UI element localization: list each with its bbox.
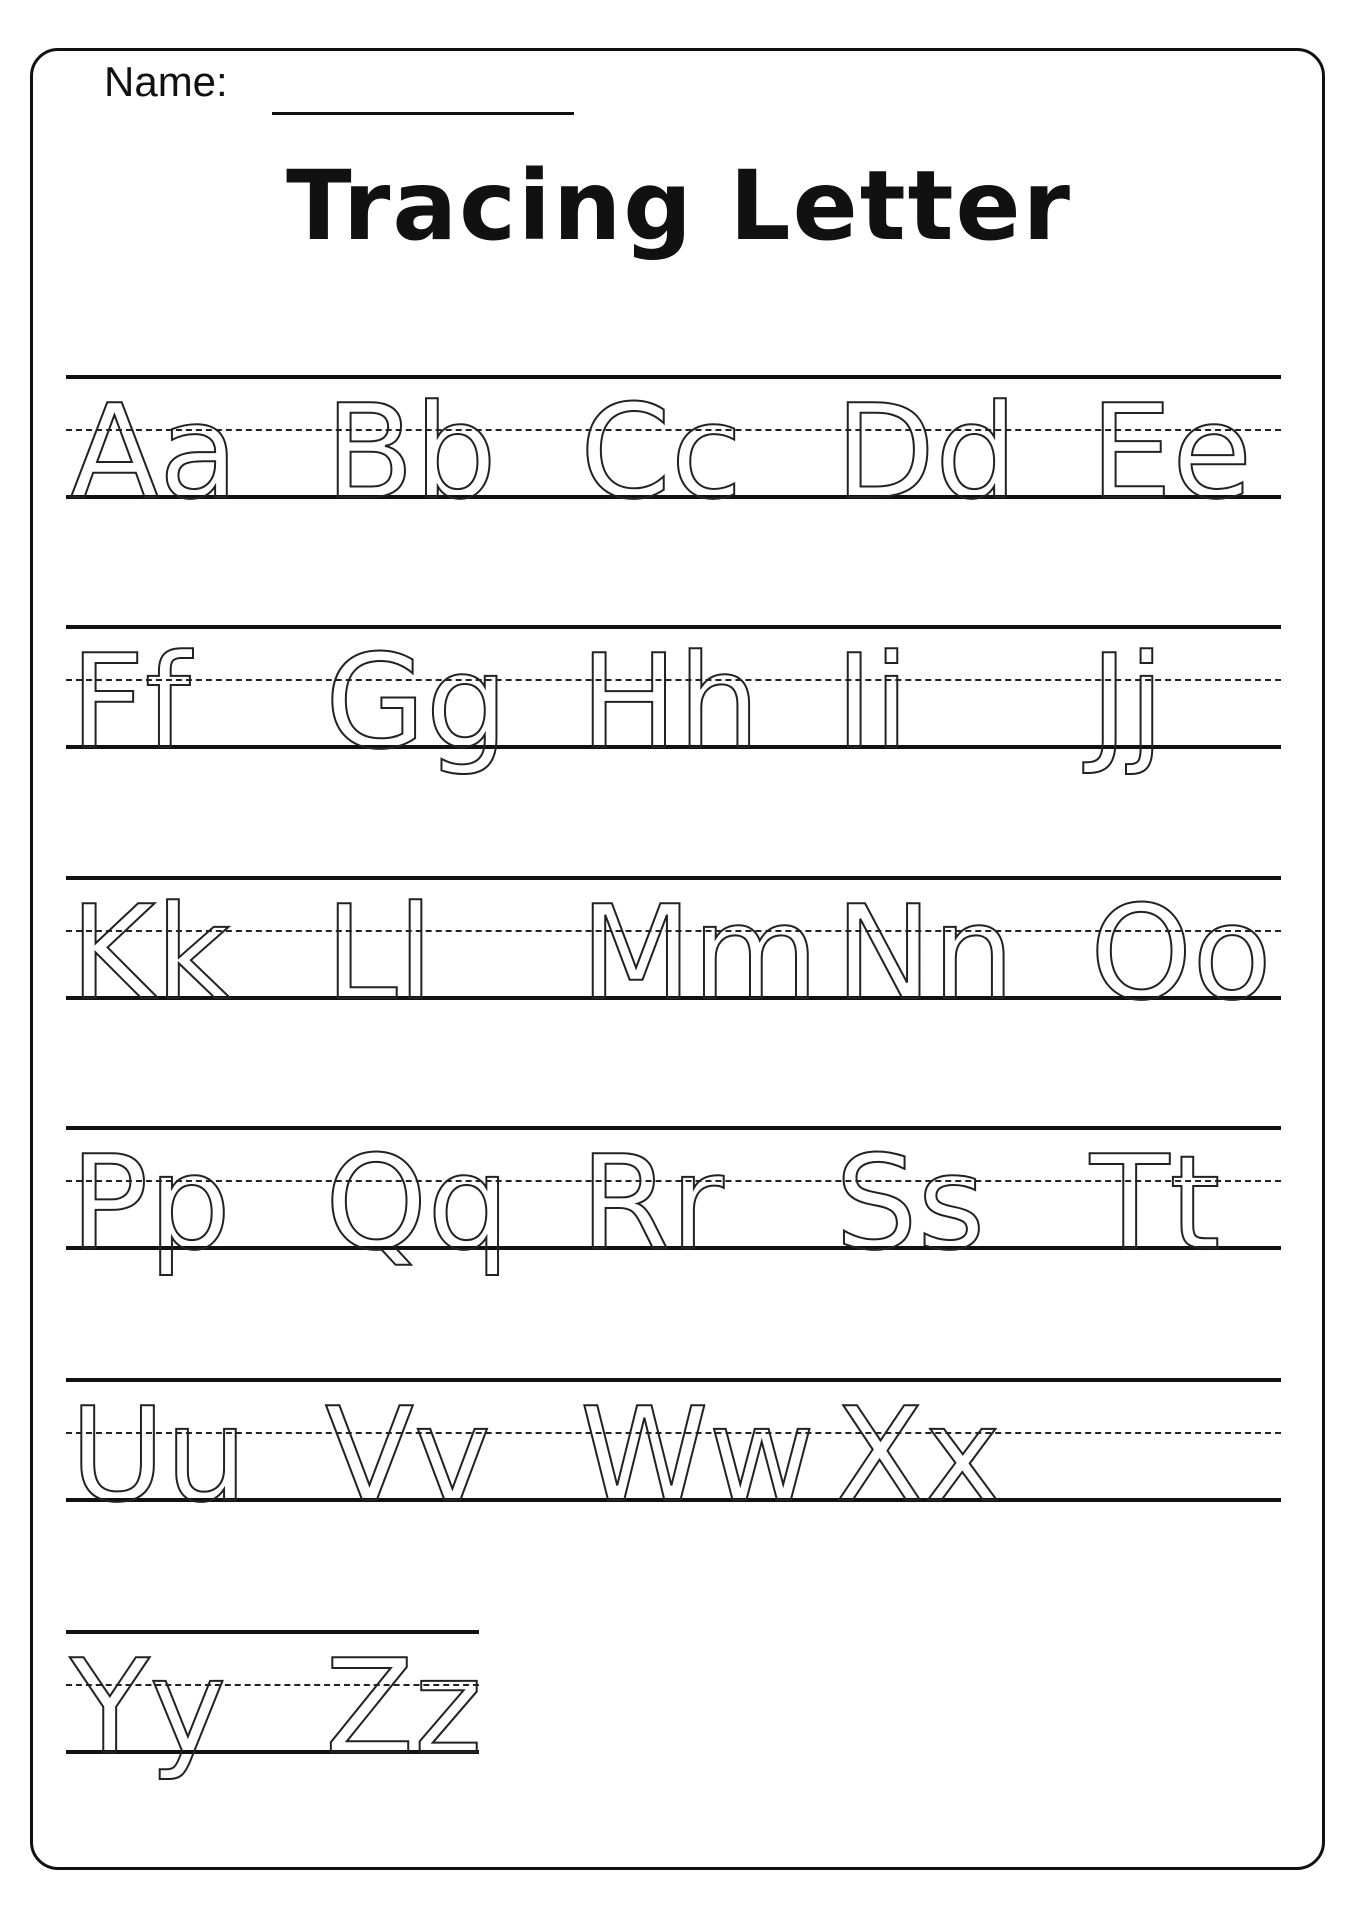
tracing-letters: Gg (325, 626, 509, 778)
tracing-letters: Oo (1090, 877, 1272, 1029)
tracing-row (66, 876, 1281, 1029)
worksheet-title: Tracing Letter (286, 150, 1072, 262)
letter-pair (1090, 1126, 1310, 1279)
tracing-row (66, 1630, 483, 1783)
letter-pair (325, 1378, 545, 1531)
tracing-row (66, 1378, 1281, 1531)
letter-pair (1090, 375, 1310, 528)
letter-pair (70, 625, 290, 778)
tracing-letters: Pp (70, 1127, 231, 1279)
letter-pair (325, 1630, 545, 1783)
tracing-letters: Ww (580, 1379, 815, 1531)
letter-pair (835, 1378, 1055, 1531)
letter-pair (1090, 876, 1310, 1029)
tracing-letters: Aa (70, 376, 239, 528)
letter-pair (580, 1378, 815, 1531)
letter-pair (70, 876, 290, 1029)
tracing-letters: Kk (70, 877, 231, 1029)
letter-pair (325, 375, 545, 528)
letter-pair (580, 876, 819, 1029)
letter-pair (70, 1126, 290, 1279)
tracing-letters: Zz (325, 1631, 483, 1783)
name-blank-line[interactable] (272, 112, 574, 115)
tracing-letters: Ff (70, 626, 191, 778)
tracing-letters: Rr (580, 1127, 724, 1279)
letter-pair (835, 876, 1055, 1029)
tracing-letters: Ii (835, 626, 910, 778)
name-label: Name: (104, 58, 228, 105)
letter-pair (70, 375, 290, 528)
letter-pair (325, 1126, 545, 1279)
tracing-row (66, 625, 1281, 778)
tracing-letters: Jj (1090, 626, 1165, 778)
tracing-letters: Ll (325, 877, 434, 1029)
tracing-row (66, 1126, 1281, 1279)
tracing-letters: Vv (325, 1379, 491, 1531)
letter-pair (1090, 625, 1310, 778)
tracing-letters: Hh (580, 626, 761, 778)
letter-pair (580, 625, 800, 778)
letter-pair (835, 1126, 1055, 1279)
tracing-letters: Tt (1090, 1127, 1221, 1279)
letter-pair (835, 625, 1055, 778)
tracing-row (66, 375, 1281, 528)
letter-pair (70, 1630, 290, 1783)
letter-pair (325, 876, 545, 1029)
tracing-letters: Xx (835, 1379, 1001, 1531)
tracing-letters: Cc (580, 376, 743, 528)
letter-pair (580, 1126, 800, 1279)
letter-pair (580, 375, 800, 528)
letter-pair (835, 375, 1055, 528)
tracing-letters: Ee (1090, 376, 1253, 528)
tracing-letters: Qq (325, 1127, 510, 1279)
tracing-letters: Uu (70, 1379, 248, 1531)
tracing-letters: Yy (70, 1631, 227, 1783)
tracing-letters: Dd (835, 376, 1018, 528)
letter-pair (325, 625, 545, 778)
tracing-letters: Bb (325, 376, 497, 528)
letter-pair (70, 1378, 290, 1531)
tracing-letters: Mm (580, 877, 819, 1029)
tracing-letters: Ss (835, 1127, 986, 1279)
tracing-letters: Nn (835, 877, 1015, 1029)
